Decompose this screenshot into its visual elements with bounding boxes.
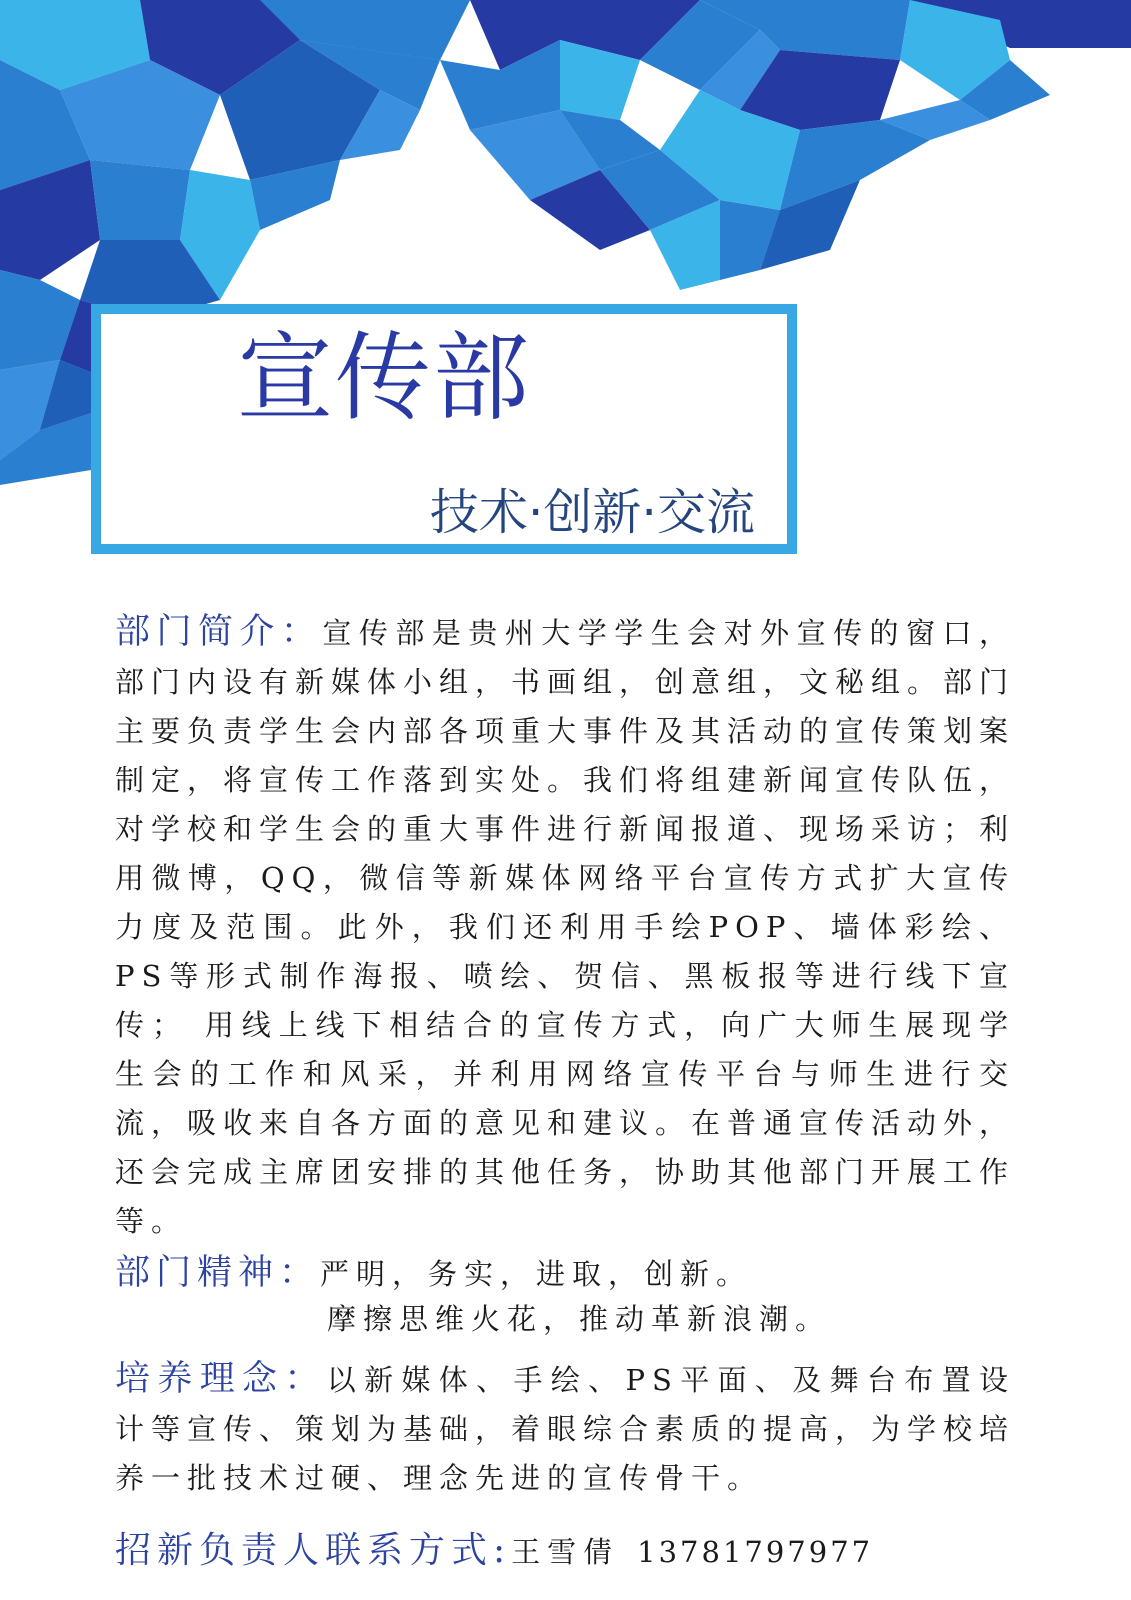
content <box>115 608 1015 1582</box>
spirit-heading: 部门精神： <box>115 1253 321 1293</box>
intro-section <box>115 608 1015 1246</box>
intro-body: 宣传部是贵州大学学生会对外宣传的窗口，部门内设有新媒体小组，书画组，创意组，文秘组。部门主要负责学生会内部各项重大事件及其活动的宣传策划案制定，将宣传工作落到实处。我们将组建新闻宣传队伍，对学校和学生会的重大事件进行新闻报道、现场采访；利用微博，QQ，微信等新媒体网络平台宣传方式扩大宣传力度及范围。此外，我们还利用手绘POP、墙体彩绘、PS等形式制作海报、喷绘、贺信、黑板报等进行线下宣传； 用线上线下相结合的宣传方式，向广大师生展现学生会的工作和风采，并利用网络宣传平台与师生进行交流，吸收来自各方面的意见和建议。在普通宣传活动外，还会完成主席团安排的其他任务，协助其他部门开展工作等。 <box>115 616 1016 1238</box>
spirit-line1: 严明，务实，进取，创新。 <box>320 1257 753 1291</box>
page-title: 宣传部 <box>237 322 531 434</box>
title-box <box>91 304 797 554</box>
recruit-name: 王雪倩 <box>511 1535 620 1569</box>
page-subtitle: 技术·创新·交流 <box>429 484 755 541</box>
training-section <box>115 1355 1015 1503</box>
recruit-heading: 招新负责人联系方式: <box>115 1530 512 1571</box>
training-heading: 培养理念： <box>115 1359 327 1399</box>
recruit-phone: 13781797977 <box>637 1535 874 1569</box>
training-body: 以新媒体、手绘、PS平面、及舞台布置设计等宣传、策划为基础，着眼综合素质的提高，为学校培养一批技术过硬、理念先进的宣传骨干。 <box>115 1363 1016 1495</box>
recruit-section <box>115 1521 1015 1582</box>
spirit-line2: 摩擦思维火花，推动革新浪潮。 <box>327 1302 832 1336</box>
intro-heading: 部门简介： <box>115 612 323 652</box>
spirit-section <box>115 1249 1015 1299</box>
